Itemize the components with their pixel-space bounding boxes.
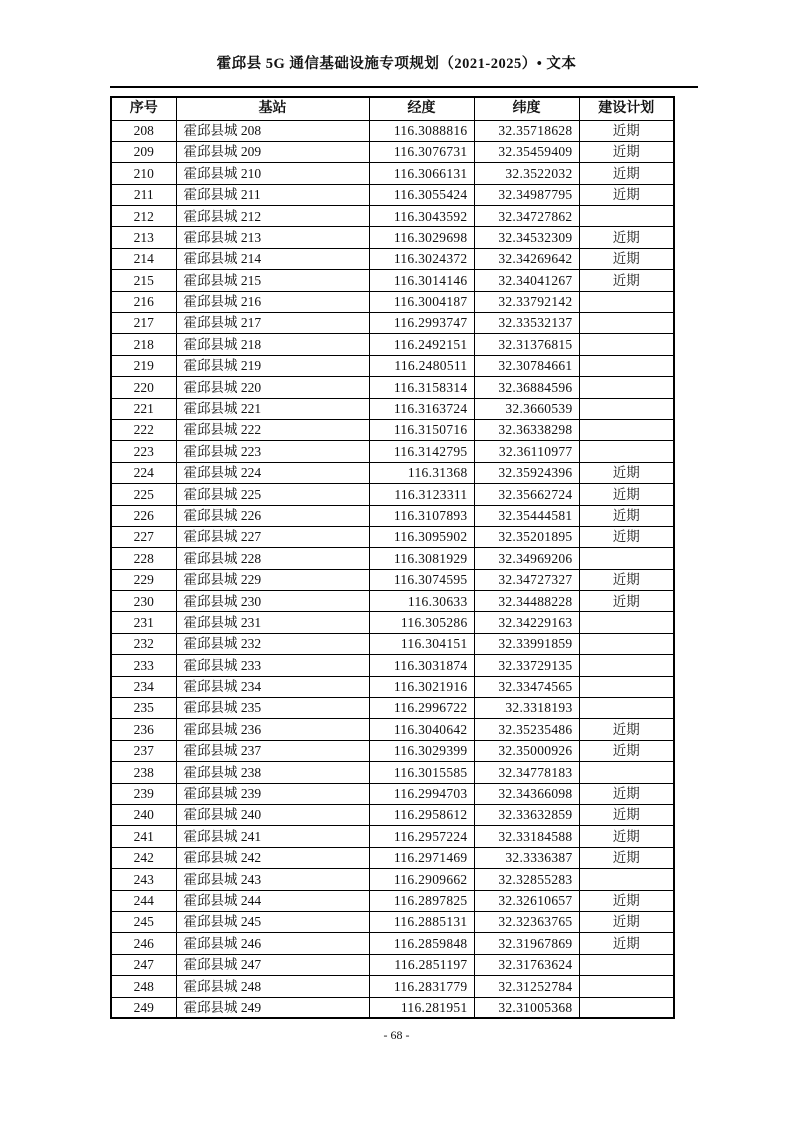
cell-longitude: 116.305286 (369, 612, 474, 633)
cell-station: 霍邱县城 212 (176, 206, 369, 227)
cell-index: 222 (111, 419, 176, 440)
cell-longitude: 116.2957224 (369, 826, 474, 847)
cell-latitude: 32.36110977 (474, 441, 579, 462)
cell-latitude: 32.3318193 (474, 698, 579, 719)
cell-plan (579, 676, 674, 697)
cell-station: 霍邱县城 242 (176, 847, 369, 868)
table-row (111, 441, 674, 462)
cell-latitude: 32.33632859 (474, 805, 579, 826)
table-row (111, 484, 674, 505)
table-body (111, 120, 674, 1018)
cell-station: 霍邱县城 230 (176, 591, 369, 612)
cell-longitude: 116.2971469 (369, 847, 474, 868)
table-row (111, 120, 674, 141)
col-header-plan: 建设计划 (579, 97, 674, 120)
cell-plan: 近期 (579, 805, 674, 826)
cell-station: 霍邱县城 216 (176, 291, 369, 312)
cell-station: 霍邱县城 246 (176, 933, 369, 954)
cell-index: 232 (111, 633, 176, 654)
cell-station: 霍邱县城 218 (176, 334, 369, 355)
cell-index: 221 (111, 398, 176, 419)
cell-latitude: 32.33184588 (474, 826, 579, 847)
cell-station: 霍邱县城 213 (176, 227, 369, 248)
cell-plan (579, 633, 674, 654)
cell-latitude: 32.34778183 (474, 762, 579, 783)
cell-plan: 近期 (579, 890, 674, 911)
cell-station: 霍邱县城 235 (176, 698, 369, 719)
cell-station: 霍邱县城 238 (176, 762, 369, 783)
cell-index: 220 (111, 377, 176, 398)
cell-longitude: 116.2897825 (369, 890, 474, 911)
cell-longitude: 116.3015585 (369, 762, 474, 783)
cell-plan (579, 976, 674, 997)
cell-plan: 近期 (579, 120, 674, 141)
cell-index: 208 (111, 120, 176, 141)
cell-index: 213 (111, 227, 176, 248)
cell-longitude: 116.2993747 (369, 313, 474, 334)
table-row (111, 976, 674, 997)
cell-station: 霍邱县城 240 (176, 805, 369, 826)
table-row (111, 740, 674, 761)
cell-station: 霍邱县城 248 (176, 976, 369, 997)
cell-plan: 近期 (579, 591, 674, 612)
cell-plan: 近期 (579, 933, 674, 954)
cell-plan: 近期 (579, 719, 674, 740)
table-row (111, 826, 674, 847)
cell-plan: 近期 (579, 484, 674, 505)
cell-longitude: 116.3074595 (369, 569, 474, 590)
cell-plan (579, 291, 674, 312)
cell-latitude: 32.34041267 (474, 270, 579, 291)
cell-index: 210 (111, 163, 176, 184)
cell-latitude: 32.33792142 (474, 291, 579, 312)
table-row (111, 633, 674, 654)
table-row (111, 612, 674, 633)
cell-latitude: 32.35718628 (474, 120, 579, 141)
table-row (111, 355, 674, 376)
cell-plan (579, 334, 674, 355)
cell-longitude: 116.3150716 (369, 419, 474, 440)
table-row (111, 783, 674, 804)
cell-plan: 近期 (579, 847, 674, 868)
cell-index: 240 (111, 805, 176, 826)
table-row (111, 184, 674, 205)
cell-index: 225 (111, 484, 176, 505)
cell-plan (579, 398, 674, 419)
cell-plan: 近期 (579, 505, 674, 526)
cell-index: 237 (111, 740, 176, 761)
cell-plan (579, 612, 674, 633)
cell-plan: 近期 (579, 184, 674, 205)
page-number: - 68 - (383, 1028, 410, 1042)
cell-station: 霍邱县城 211 (176, 184, 369, 205)
cell-latitude: 32.34488228 (474, 591, 579, 612)
cell-station: 霍邱县城 210 (176, 163, 369, 184)
cell-longitude: 116.3024372 (369, 248, 474, 269)
cell-longitude: 116.3031874 (369, 655, 474, 676)
cell-index: 211 (111, 184, 176, 205)
page-header-title: 霍邱县 5G 通信基础设施专项规划（2021-2025）• 文本 (216, 56, 577, 72)
cell-longitude: 116.3142795 (369, 441, 474, 462)
cell-latitude: 32.33474565 (474, 676, 579, 697)
cell-longitude: 116.2996722 (369, 698, 474, 719)
cell-plan: 近期 (579, 248, 674, 269)
cell-latitude: 32.32363765 (474, 911, 579, 932)
table-row (111, 548, 674, 569)
cell-longitude: 116.3021916 (369, 676, 474, 697)
cell-latitude: 32.31763624 (474, 954, 579, 975)
cell-station: 霍邱县城 225 (176, 484, 369, 505)
cell-longitude: 116.3040642 (369, 719, 474, 740)
cell-index: 248 (111, 976, 176, 997)
col-header-longitude: 经度 (369, 97, 474, 120)
cell-index: 242 (111, 847, 176, 868)
cell-station: 霍邱县城 249 (176, 997, 369, 1018)
table-row (111, 141, 674, 162)
table-header-row (111, 97, 674, 120)
table-row (111, 933, 674, 954)
cell-plan: 近期 (579, 462, 674, 483)
cell-longitude: 116.2909662 (369, 869, 474, 890)
cell-station: 霍邱县城 244 (176, 890, 369, 911)
table-row (111, 676, 674, 697)
table-row (111, 206, 674, 227)
table-row (111, 569, 674, 590)
cell-station: 霍邱县城 224 (176, 462, 369, 483)
cell-latitude: 32.36884596 (474, 377, 579, 398)
cell-longitude: 116.3004187 (369, 291, 474, 312)
cell-station: 霍邱县城 237 (176, 740, 369, 761)
cell-plan: 近期 (579, 783, 674, 804)
cell-plan: 近期 (579, 911, 674, 932)
cell-longitude: 116.3055424 (369, 184, 474, 205)
cell-plan (579, 954, 674, 975)
cell-longitude: 116.3029399 (369, 740, 474, 761)
cell-latitude: 32.35235486 (474, 719, 579, 740)
cell-longitude: 116.3095902 (369, 526, 474, 547)
cell-station: 霍邱县城 222 (176, 419, 369, 440)
cell-latitude: 32.34532309 (474, 227, 579, 248)
table-row (111, 313, 674, 334)
cell-latitude: 32.33991859 (474, 633, 579, 654)
cell-latitude: 32.30784661 (474, 355, 579, 376)
cell-latitude: 32.35444581 (474, 505, 579, 526)
cell-station: 霍邱县城 208 (176, 120, 369, 141)
cell-latitude: 32.34987795 (474, 184, 579, 205)
cell-latitude: 32.34727862 (474, 206, 579, 227)
cell-latitude: 32.32610657 (474, 890, 579, 911)
cell-longitude: 116.281951 (369, 997, 474, 1018)
cell-plan (579, 355, 674, 376)
cell-index: 224 (111, 462, 176, 483)
header-rule (110, 86, 698, 88)
cell-index: 218 (111, 334, 176, 355)
cell-longitude: 116.304151 (369, 633, 474, 654)
table-row (111, 591, 674, 612)
cell-station: 霍邱县城 226 (176, 505, 369, 526)
cell-latitude: 32.3522032 (474, 163, 579, 184)
col-header-latitude: 纬度 (474, 97, 579, 120)
cell-latitude: 32.32855283 (474, 869, 579, 890)
cell-longitude: 116.3123311 (369, 484, 474, 505)
table-row (111, 997, 674, 1018)
cell-latitude: 32.3336387 (474, 847, 579, 868)
cell-station: 霍邱县城 215 (176, 270, 369, 291)
table-row (111, 419, 674, 440)
table-row (111, 954, 674, 975)
cell-longitude: 116.2885131 (369, 911, 474, 932)
cell-station: 霍邱县城 220 (176, 377, 369, 398)
cell-latitude: 32.35201895 (474, 526, 579, 547)
cell-index: 230 (111, 591, 176, 612)
cell-station: 霍邱县城 227 (176, 526, 369, 547)
cell-station: 霍邱县城 236 (176, 719, 369, 740)
cell-longitude: 116.2851197 (369, 954, 474, 975)
cell-plan: 近期 (579, 270, 674, 291)
cell-index: 228 (111, 548, 176, 569)
cell-index: 245 (111, 911, 176, 932)
cell-plan (579, 869, 674, 890)
cell-longitude: 116.3076731 (369, 141, 474, 162)
cell-latitude: 32.34366098 (474, 783, 579, 804)
col-header-station: 基站 (176, 97, 369, 120)
cell-index: 212 (111, 206, 176, 227)
table-row (111, 719, 674, 740)
cell-index: 249 (111, 997, 176, 1018)
cell-station: 霍邱县城 219 (176, 355, 369, 376)
cell-longitude: 116.3158314 (369, 377, 474, 398)
cell-longitude: 116.3088816 (369, 120, 474, 141)
cell-station: 霍邱县城 209 (176, 141, 369, 162)
cell-index: 209 (111, 141, 176, 162)
cell-index: 217 (111, 313, 176, 334)
cell-station: 霍邱县城 221 (176, 398, 369, 419)
cell-index: 235 (111, 698, 176, 719)
cell-station: 霍邱县城 233 (176, 655, 369, 676)
cell-latitude: 32.34269642 (474, 248, 579, 269)
cell-longitude: 116.2958612 (369, 805, 474, 826)
table-row (111, 398, 674, 419)
cell-plan (579, 548, 674, 569)
cell-latitude: 32.35924396 (474, 462, 579, 483)
cell-latitude: 32.36338298 (474, 419, 579, 440)
cell-latitude: 32.33532137 (474, 313, 579, 334)
table-row (111, 505, 674, 526)
cell-index: 246 (111, 933, 176, 954)
cell-longitude: 116.2492151 (369, 334, 474, 355)
cell-index: 216 (111, 291, 176, 312)
table-row (111, 462, 674, 483)
cell-plan (579, 206, 674, 227)
cell-index: 239 (111, 783, 176, 804)
cell-index: 244 (111, 890, 176, 911)
cell-longitude: 116.30633 (369, 591, 474, 612)
cell-longitude: 116.3066131 (369, 163, 474, 184)
cell-station: 霍邱县城 243 (176, 869, 369, 890)
cell-station: 霍邱县城 239 (176, 783, 369, 804)
cell-station: 霍邱县城 247 (176, 954, 369, 975)
cell-plan (579, 698, 674, 719)
cell-latitude: 32.31252784 (474, 976, 579, 997)
table-row (111, 227, 674, 248)
cell-latitude: 32.33729135 (474, 655, 579, 676)
cell-latitude: 32.35000926 (474, 740, 579, 761)
cell-plan: 近期 (579, 740, 674, 761)
table-row (111, 762, 674, 783)
cell-station: 霍邱县城 245 (176, 911, 369, 932)
cell-station: 霍邱县城 228 (176, 548, 369, 569)
cell-index: 247 (111, 954, 176, 975)
cell-latitude: 32.3660539 (474, 398, 579, 419)
cell-latitude: 32.34969206 (474, 548, 579, 569)
table-row (111, 805, 674, 826)
cell-latitude: 32.31005368 (474, 997, 579, 1018)
cell-latitude: 32.35662724 (474, 484, 579, 505)
cell-index: 233 (111, 655, 176, 676)
cell-longitude: 116.2859848 (369, 933, 474, 954)
table-row (111, 526, 674, 547)
cell-index: 223 (111, 441, 176, 462)
cell-longitude: 116.2831779 (369, 976, 474, 997)
cell-longitude: 116.3081929 (369, 548, 474, 569)
cell-latitude: 32.34229163 (474, 612, 579, 633)
cell-index: 227 (111, 526, 176, 547)
cell-latitude: 32.35459409 (474, 141, 579, 162)
table-row (111, 163, 674, 184)
cell-plan: 近期 (579, 163, 674, 184)
cell-longitude: 116.3163724 (369, 398, 474, 419)
cell-index: 236 (111, 719, 176, 740)
cell-plan (579, 419, 674, 440)
cell-station: 霍邱县城 231 (176, 612, 369, 633)
cell-index: 229 (111, 569, 176, 590)
base-station-table (110, 96, 675, 1019)
cell-longitude: 116.3043592 (369, 206, 474, 227)
table-row (111, 270, 674, 291)
cell-index: 226 (111, 505, 176, 526)
cell-plan: 近期 (579, 826, 674, 847)
table-row (111, 911, 674, 932)
cell-plan (579, 441, 674, 462)
cell-station: 霍邱县城 234 (176, 676, 369, 697)
cell-plan (579, 997, 674, 1018)
table-row (111, 847, 674, 868)
table-row (111, 698, 674, 719)
cell-plan: 近期 (579, 526, 674, 547)
cell-index: 241 (111, 826, 176, 847)
cell-longitude: 116.3107893 (369, 505, 474, 526)
cell-index: 234 (111, 676, 176, 697)
table-row (111, 655, 674, 676)
cell-station: 霍邱县城 217 (176, 313, 369, 334)
cell-plan: 近期 (579, 141, 674, 162)
cell-plan (579, 762, 674, 783)
cell-station: 霍邱县城 229 (176, 569, 369, 590)
cell-plan (579, 377, 674, 398)
cell-index: 238 (111, 762, 176, 783)
cell-longitude: 116.2994703 (369, 783, 474, 804)
table-row (111, 377, 674, 398)
cell-longitude: 116.3014146 (369, 270, 474, 291)
table-row (111, 291, 674, 312)
cell-station: 霍邱县城 214 (176, 248, 369, 269)
cell-latitude: 32.34727327 (474, 569, 579, 590)
cell-latitude: 32.31376815 (474, 334, 579, 355)
cell-index: 214 (111, 248, 176, 269)
table-row (111, 890, 674, 911)
table-row (111, 869, 674, 890)
cell-longitude: 116.3029698 (369, 227, 474, 248)
cell-plan (579, 655, 674, 676)
cell-index: 243 (111, 869, 176, 890)
cell-station: 霍邱县城 223 (176, 441, 369, 462)
cell-index: 219 (111, 355, 176, 376)
table-row (111, 248, 674, 269)
cell-longitude: 116.2480511 (369, 355, 474, 376)
cell-latitude: 32.31967869 (474, 933, 579, 954)
cell-station: 霍邱县城 232 (176, 633, 369, 654)
cell-plan (579, 313, 674, 334)
cell-index: 231 (111, 612, 176, 633)
cell-station: 霍邱县城 241 (176, 826, 369, 847)
cell-plan: 近期 (579, 569, 674, 590)
col-header-index: 序号 (111, 97, 176, 120)
cell-index: 215 (111, 270, 176, 291)
table-row (111, 334, 674, 355)
cell-plan: 近期 (579, 227, 674, 248)
cell-longitude: 116.31368 (369, 462, 474, 483)
